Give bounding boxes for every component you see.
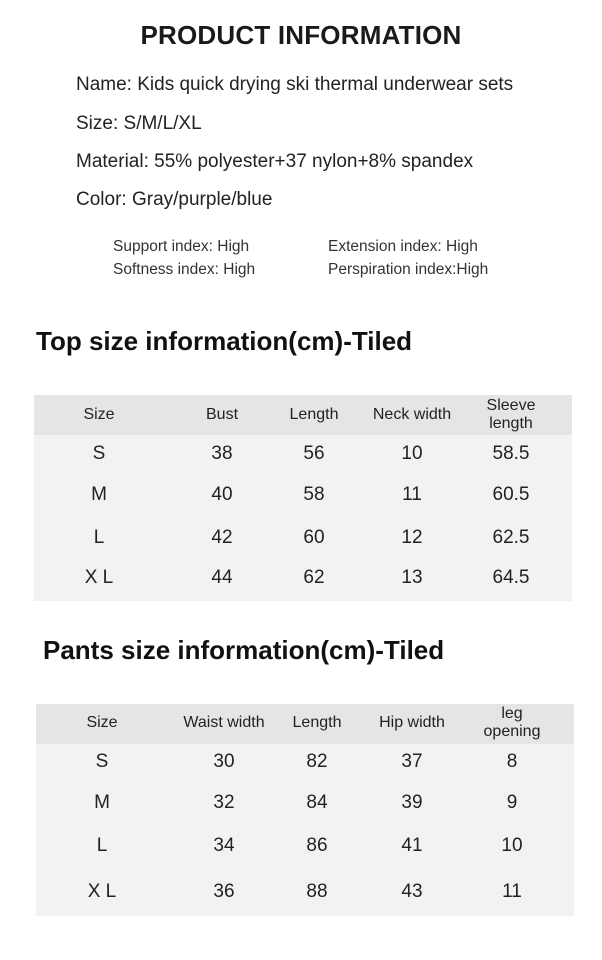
table-cell: S bbox=[95, 751, 109, 772]
pants-size-table bbox=[36, 704, 574, 916]
table-cell: 82 bbox=[306, 751, 328, 772]
column-header bbox=[86, 714, 117, 732]
header-text: Sleeve bbox=[486, 397, 536, 414]
header-text: Waist width bbox=[183, 714, 265, 731]
table-cell: 62.5 bbox=[492, 527, 530, 548]
table-cell: 30 bbox=[213, 751, 235, 772]
column-header bbox=[290, 406, 339, 424]
column-header bbox=[373, 406, 451, 424]
softness-index: Softness index: High bbox=[113, 261, 256, 278]
table-cell: 88 bbox=[306, 881, 328, 902]
table-cell: 38 bbox=[211, 443, 233, 464]
table-cell: S bbox=[92, 443, 106, 464]
table-cell: 42 bbox=[211, 527, 233, 548]
table-cell: 34 bbox=[213, 835, 235, 856]
product-name: Name: Kids quick drying ski thermal underwear sets bbox=[76, 74, 514, 95]
table-cell: 86 bbox=[306, 835, 328, 856]
table-cell: 84 bbox=[306, 792, 328, 813]
table-cell: X L bbox=[84, 567, 114, 588]
column-header bbox=[487, 397, 536, 433]
table-cell: 8 bbox=[506, 751, 518, 772]
table-cell: 11 bbox=[502, 881, 522, 902]
page-title: PRODUCT INFORMATION bbox=[140, 20, 462, 50]
table-cell: 12 bbox=[401, 527, 423, 548]
table-cell: 60.5 bbox=[492, 484, 530, 505]
table-cell: 62 bbox=[303, 567, 325, 588]
table-cell: 9 bbox=[506, 792, 518, 813]
table-cell: 32 bbox=[213, 792, 235, 813]
product-material: Material: 55% polyester+37 nylon+8% spandex bbox=[76, 151, 474, 172]
header-text: Hip width bbox=[379, 714, 445, 731]
table-cell: X L bbox=[87, 881, 117, 902]
header-text: leg bbox=[501, 705, 523, 722]
column-header bbox=[484, 705, 541, 741]
product-color: Color: Gray/purple/blue bbox=[76, 189, 273, 210]
table-cell: 40 bbox=[211, 484, 233, 505]
table-cell: 36 bbox=[213, 881, 235, 902]
table-cell: 56 bbox=[303, 443, 325, 464]
top-table-title: Top size information(cm)-Tiled bbox=[36, 326, 413, 356]
column-header bbox=[183, 714, 264, 732]
column-header bbox=[293, 714, 342, 732]
table-cell: 58 bbox=[303, 484, 325, 505]
table-cell: L bbox=[96, 835, 108, 856]
table-cell: 64.5 bbox=[492, 567, 530, 588]
header-text: length bbox=[489, 415, 533, 432]
table-cell: 43 bbox=[401, 881, 423, 902]
column-header bbox=[206, 406, 238, 424]
extension-index: Extension index: High bbox=[328, 238, 478, 255]
table-cell: L bbox=[93, 527, 105, 548]
support-index: Support index: High bbox=[113, 238, 250, 255]
header-text: opening bbox=[483, 723, 541, 740]
header-text: Length bbox=[289, 406, 339, 423]
table-cell: 60 bbox=[303, 527, 325, 548]
perspiration-index: Perspiration index:High bbox=[328, 261, 489, 278]
table-cell: 10 bbox=[501, 835, 523, 856]
table-cell: 44 bbox=[211, 567, 233, 588]
table-cell: 58.5 bbox=[492, 443, 530, 464]
table-cell: 13 bbox=[401, 567, 423, 588]
table-cell: 41 bbox=[401, 835, 423, 856]
table-cell: 10 bbox=[401, 443, 423, 464]
product-size: Size: S/M/L/XL bbox=[76, 113, 202, 134]
pants-table-title: Pants size information(cm)-Tiled bbox=[43, 635, 445, 665]
header-text: Neck width bbox=[372, 406, 452, 423]
table-cell: M bbox=[91, 484, 107, 505]
table-cell: M bbox=[94, 792, 110, 813]
top-size-table bbox=[34, 395, 572, 601]
header-text: Size bbox=[86, 714, 118, 731]
header-text: Length bbox=[292, 714, 342, 731]
column-header bbox=[83, 406, 114, 424]
table-cell: 39 bbox=[401, 792, 423, 813]
table-cell: 11 bbox=[402, 484, 422, 505]
table-cell: 37 bbox=[401, 751, 423, 772]
header-text: Size bbox=[83, 406, 115, 423]
header-text: Bust bbox=[205, 406, 239, 423]
column-header bbox=[379, 714, 445, 732]
